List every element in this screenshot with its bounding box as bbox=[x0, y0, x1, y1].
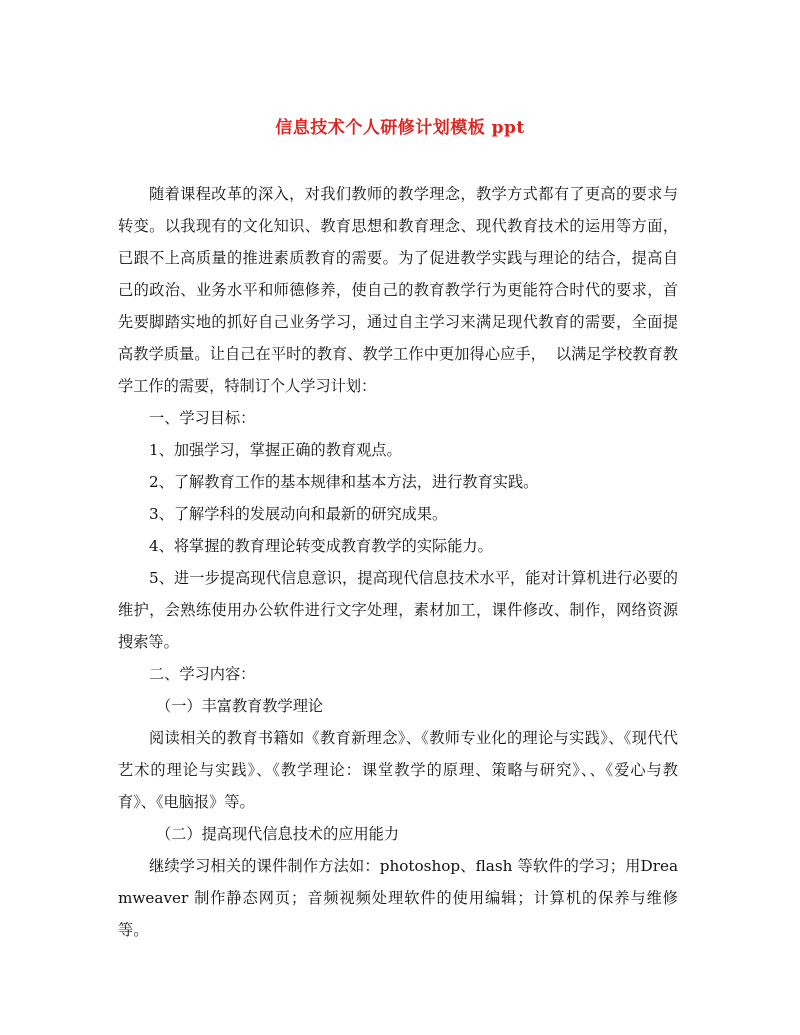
it-skills-paragraph: 继续学习相关的课件制作方法如：photoshop、flash 等软件的学习；用Dreamweaver 制作静态网页；音频视频处理软件的使用编辑；计算机的保养与维修等。 bbox=[118, 857, 678, 939]
goal-item-3: 3、了解学科的发展动向和最新的研究成果。 bbox=[149, 505, 448, 523]
theory-paragraph: 阅读相关的教育书籍如《教育新理念》、《教师专业化的理论与实践》、《现代代艺术的理论与实践》、《教学理论：课堂教学的原理、策略与研究》、、《爱心与教育》、《电脑报》等。 bbox=[118, 729, 678, 811]
intro-paragraph: 随着课程改革的深入，对我们教师的教学理念，教学方式都有了更高的要求与转变。以我现有的文化知识、教育思想和教育理念、现代教育技术的运用等方面，已跟不上高质量的推进素质教育的需要。为了促进教学实践与理论的结合，提高自己的政治、业务水平和师德修养，使自己的教育教学行为更能符合时代的要求，首先要脚踏实地的抓好自己业务学习，通过自主学习来满足现代教育的需要，全面提高教学质量。让自己在平时的教育、教学工作中更加得心应手， 以满足学校教育教学工作的需要，特制订个人学习计划： bbox=[118, 185, 678, 395]
goal-item-2: 2、了解教育工作的基本规律和基本方法，进行教育实践。 bbox=[149, 473, 539, 491]
subsection-heading-theory: （一）丰富教育教学理论 bbox=[156, 697, 324, 715]
goal-item-1: 1、加强学习，掌握正确的教育观点。 bbox=[149, 441, 402, 459]
document-body bbox=[118, 178, 678, 946]
document-title: 信息技术个人研修计划模板 ppt bbox=[275, 118, 525, 138]
goal-item-5: 5、进一步提高现代信息意识，提高现代信息技术水平，能对计算机进行必要的维护，会熟练使用办公软件进行文字处理，素材加工，课件修改、制作，网络资源搜索等。 bbox=[118, 569, 678, 651]
section-heading-content: 二、学习内容： bbox=[149, 665, 256, 683]
goal-item-4: 4、将掌握的教育理论转变成教育教学的实际能力。 bbox=[149, 537, 493, 555]
section-heading-goals: 一、学习目标： bbox=[149, 409, 256, 427]
subsection-heading-it-skills: （二）提高现代信息技术的应用能力 bbox=[156, 825, 399, 843]
